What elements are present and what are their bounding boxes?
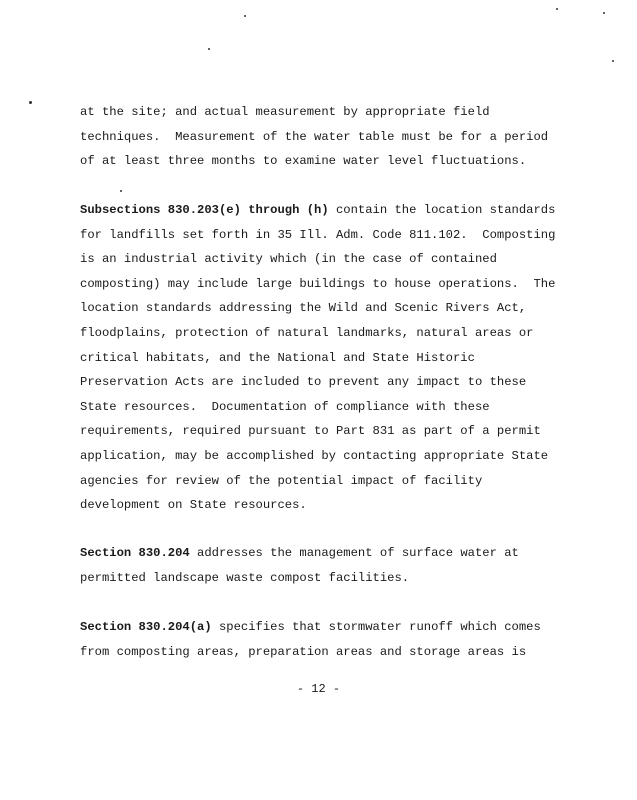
scan-speck xyxy=(120,190,122,192)
text-line xyxy=(80,615,580,640)
text-line xyxy=(80,541,580,566)
paragraph-surface-water xyxy=(80,541,580,590)
paragraph-site-measurement xyxy=(80,100,580,174)
page-number: - 12 - xyxy=(296,682,341,696)
scan-speck xyxy=(603,12,605,14)
text-line: State resources. Documentation of compliance with these xyxy=(80,399,490,414)
text-line: from composting areas, preparation areas and storage areas is xyxy=(80,644,527,659)
text-line: for landfills set forth in 35 Ill. Adm. Code 811.102. Composting xyxy=(80,227,556,242)
text-line: at the site; and actual measurement by appropriate field xyxy=(80,105,490,119)
text-line: development on State resources. xyxy=(80,498,307,513)
text-line xyxy=(80,198,580,223)
scan-speck xyxy=(556,8,558,10)
text-line: location standards addressing the Wild and Scenic Rivers Act, xyxy=(80,301,527,316)
text-line: of at least three months to examine water level fluctuations. xyxy=(80,154,527,169)
text-run: specifies that stormwater runoff which comes xyxy=(211,620,541,634)
section-reference: Section 830.204 xyxy=(80,546,190,560)
paragraph-location-standards xyxy=(80,198,580,518)
scan-speck xyxy=(612,60,614,62)
text-line: is an industrial activity which (in the case of contained xyxy=(80,252,497,267)
text-line: agencies for review of the potential impact of facility xyxy=(80,473,483,488)
text-line: requirements, required pursuant to Part 831 as part of a permit xyxy=(80,424,541,439)
scan-speck xyxy=(208,48,210,50)
text-line: application, may be accomplished by contacting appropriate State xyxy=(80,448,549,463)
section-reference: Subsections 830.203(e) through (h) xyxy=(80,203,329,217)
text-run: addresses the management of surface water at xyxy=(189,546,519,560)
text-line: Preservation Acts are included to prevent any impact to these xyxy=(80,375,527,390)
text-line: techniques. Measurement of the water table must be for a period xyxy=(80,129,549,144)
text-line: permitted landscape waste compost facilities. xyxy=(80,570,410,585)
paragraph-stormwater-runoff xyxy=(80,615,580,664)
scan-speck xyxy=(244,15,246,17)
scan-speck xyxy=(29,101,32,104)
section-reference: Section 830.204(a) xyxy=(80,620,212,634)
text-line: floodplains, protection of natural landmarks, natural areas or xyxy=(80,325,534,340)
text-line: composting) may include large buildings to house operations. The xyxy=(80,276,556,291)
text-run: contain the location standards xyxy=(328,203,556,217)
text-line: critical habitats, and the National and State Historic xyxy=(80,350,475,365)
